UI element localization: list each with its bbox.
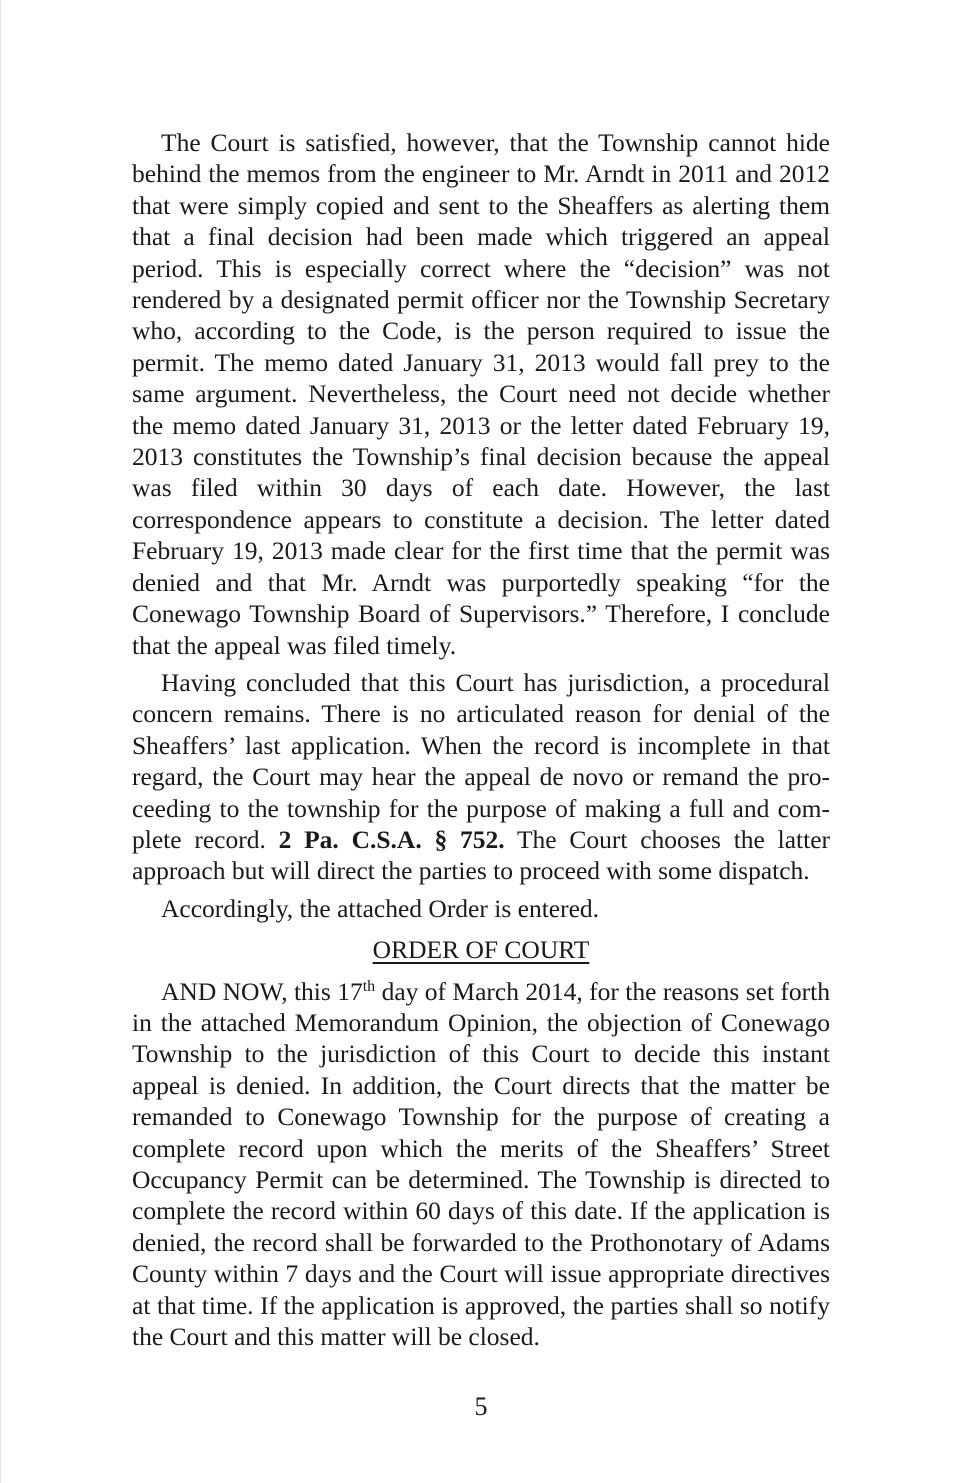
paragraph-order	[132, 976, 830, 1353]
paragraph-procedural-concern-tail: The Court chooses the latter approach but will direct the parties to proceed with some dispatch.	[132, 824, 830, 886]
ordinal-suffix: th	[362, 977, 376, 995]
page-number: 5	[474, 1392, 488, 1421]
paragraph-procedural-concern-text: Having concluded that this Court has jurisdiction, a procedural concern remains. There is no articulated reason for denial of the Sheaffers’ last application. When the record is incomplete in that regard, the Court may hear the appeal de novo or remand the proceeding to the township for the purpose of making a full and complete record.	[132, 667, 830, 854]
body-text	[132, 127, 830, 1352]
order-heading: ORDER OF COURT	[372, 935, 590, 965]
statute-citation: 2 Pa. C.S.A. § 752.	[278, 824, 505, 854]
order-opening: AND NOW, this 17	[161, 976, 363, 1006]
paragraph-order-entered: Accordingly, the attached Order is entered.	[161, 893, 600, 923]
order-body: day of March 2014, for the reasons set forth in the attached Memorandum Opinion, the objection of Conewago Township to the jurisdiction of this Court to decide this instant appeal is denied. In addition, the Court directs that the matter be remanded to Conewago Township for the purpose of creating a complete record upon which the merits of the Sheaffers’ Street Occupancy Permit can be determined. The Township is directed to complete the record within 60 days of this date. If the application is denied, the record shall be forwarded to the Prothonotary of Adams County within 7 days and the Court will issue appropriate directives at that time. If the application is approved, the parties shall so notify the Court and this matter will be closed.	[132, 976, 830, 1352]
paragraph-timeliness: The Court is satisfied, however, that the Township cannot hide behind the memos from the engineer to Mr. Arndt in 2011 and 2012 that were simply copied and sent to the Sheaffers as alerting them that a final decision had been made which triggered an appeal period. This is especially correct where the “decision” was not rendered by a designated permit officer nor the Township Secretary who, according to the Code, is the person required to issue the permit. The memo dated January 31, 2013 would fall prey to the same argument. Nevertheless, the Court need not decide whether the memo dated January 31, 2013 or the letter dated February 19, 2013 constitutes the Township’s final decision because the appeal was filed within 30 days of each date. However, the last correspondence appears to constitute a decision. The letter dated February 19, 2013 made clear for the first time that the permit was denied and that Mr. Arndt was purportedly speaking “for the Conewago Township Board of Supervisors.” Therefore, I conclude that the appeal was filed timely.	[132, 128, 830, 660]
paragraph-procedural-concern	[132, 667, 830, 887]
